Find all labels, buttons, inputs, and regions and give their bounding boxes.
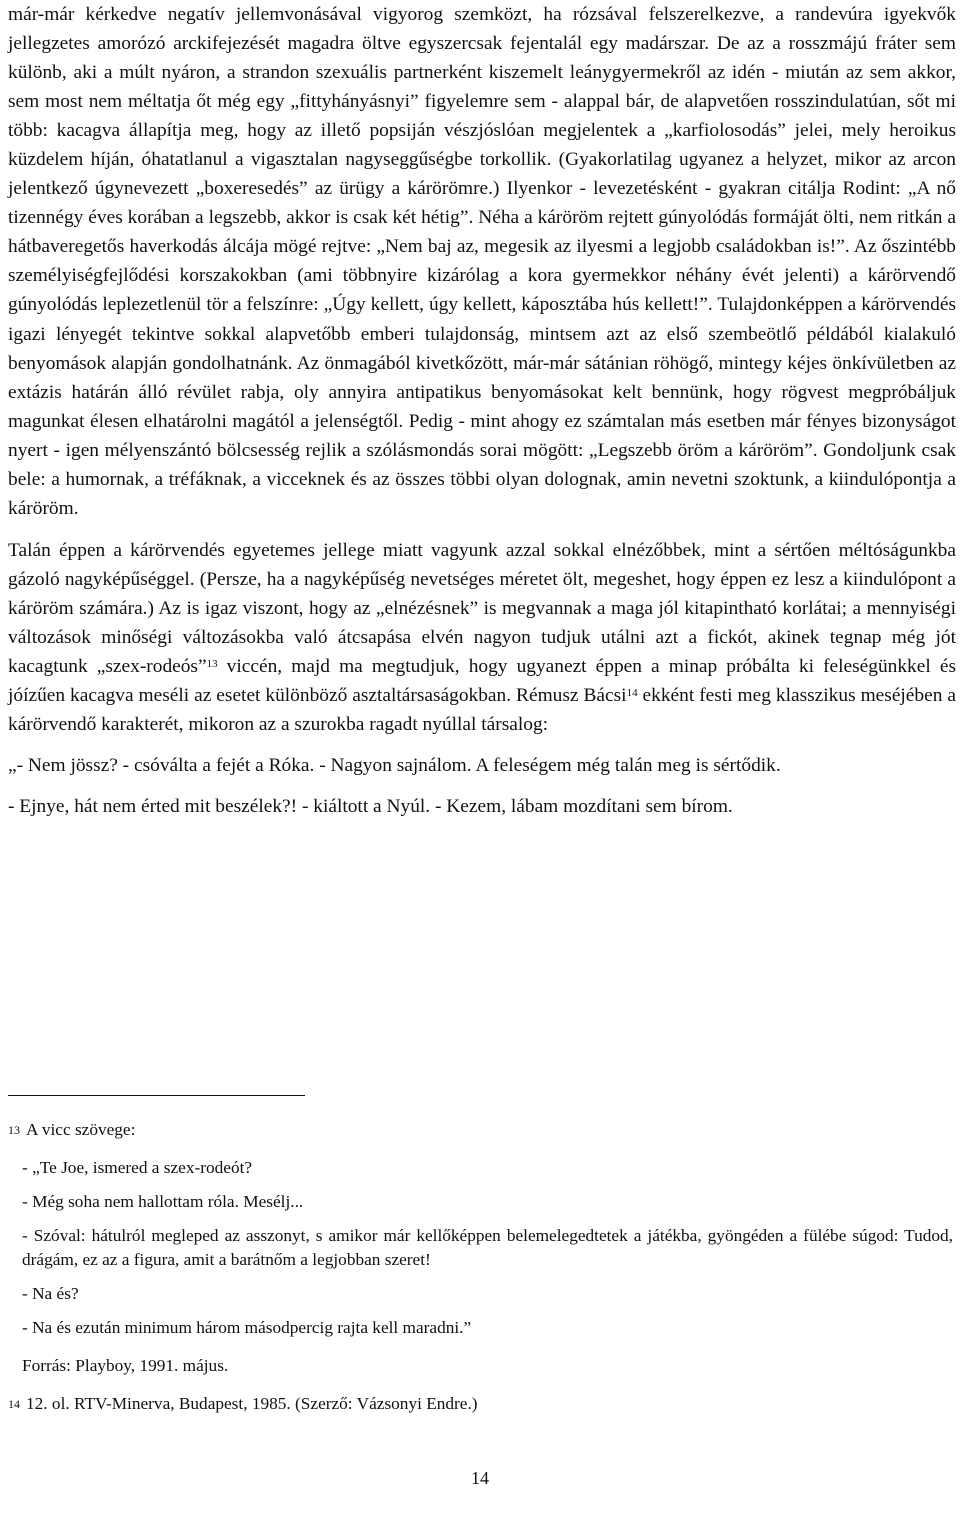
paragraph-2-text-b: viccén, majd ma megtudjuk, hogy ugyanezt éppen a minap próbálta ki feleségünkkel és jóízűen kacagva meséli az esetet különböző asztaltársaságokban. Rémusz Bácsi bbox=[8, 656, 956, 707]
footnote-13-title: A vicc szövege: bbox=[26, 1120, 136, 1139]
footnote-13-line-4: - Na és? bbox=[22, 1284, 79, 1303]
footnote-13-source: Forrás: Playboy, 1991. május. bbox=[22, 1356, 229, 1375]
paragraph-2-text-c: ekként festi meg klasszikus meséjében a kárörvendő karakterét, mikoron az a szurokba ragadt nyúllal társalog: bbox=[8, 685, 956, 736]
body-paragraph-1: már-már kérkedve negatív jellemvonásával vigyorog szemközt, ha rózsával felszerelkezve, a randevúra igyekvők jellegzetes amorózó arckifejezését magadra öltve egyszercsak fejentalál egy madárszar. De az a rosszmájú fráter sem különb, aki a múlt nyáron, a strandon szexuális partnerként kiszemelt leánygyermekről az idén - miután az sem akkor, sem most nem méltatja őt még egy „fittyhányásnyi” figyelemre sem - alappal bár, de alapvetően rosszindulatúan, sőt mi több: kacagva állapítja meg, hogy az illető popsiján vészjóslóan megjelentek a „karfiolosodás” jelei, mely heroikus küzdelem híján, óhatatlanul a vigasztalan nagyseggűségbe torkollik. (Gyakorlatilag ugyanez a helyzet, mikor az arcon jelentkező úgynevezett „boxeresedés” az ürügy a kárörömre.) Ilyenkor - levezetésként - gyakran citálja Rodint: „A nő tizennégy éves korában a legszebb, akkor is csak két hétig”. Néha a káröröm rejtett gúnyolódás formáját ölti, nem ritkán a hátbaveregetős haverkodás álcája mögé rejtve: „Nem baj az, megesik az ilyesmi a legjobb családokban is!”. Az őszintébb személyiségfejlődési korszakokban (ami többnyire kizárólag a kora gyermekkor néhány évét jelenti) a kárörvendő gúnyolódás leplezetlenül tör a felszínre: „Úgy kellett, úgy kellett, káposztába hús kellett!”. Tulajdonképpen a kárörvendés igazi lényegét tekintve sokkal alapvetőbb emberi tulajdonság, mintsem azt az első szembeötlő példából kialakuló benyomások alapján gondolhatnánk. Az önmagából kivetkőzött, már-már sátánian röhögő, mintegy kéjes önkívületben az extázis határán álló révület rabja, oly annyira antipatikus benyomásokat kelt bennünk, hogy rögvest megpróbáljuk magunkat élesen elhatárolni magától a jelenségtől. Pedig - mint ahogy ez számtalan más esetben már fényes bizonyságot nyert - igen mélyenszántó bölcsesség rejlik a szólásmondás sorai mögött: „Legszebb öröm a káröröm”. Gondoljunk csak bele: a humornak, a tréfáknak, a vicceknek és az összes többi olyan dolognak, amin nevetni szoktunk, a kiindulópontja a káröröm. bbox=[8, 4, 956, 519]
paragraph-2-text-a: Talán éppen a kárörvendés egyetemes jellege miatt vagyunk azzal sokkal elnézőbbek, mint a sértően méltóságunkba gázoló nagyképűséggel. (Persze, ha a nagyképűség nevetséges méretet ölt, megeshet, hogy éppen ez lesz a kiindulópont a káröröm számára.) Az is igaz viszont, hogy az „elnézésnek” is megvannak a maga jól kitapintható korlátai; a mennyiségi változások minőségi változásokba való átcsapása elvén nagyon tudjuk utálni azt a fickót, akinek tegnap még jót kacagtunk „szex-rodeós” bbox=[8, 539, 956, 678]
footnotes-section bbox=[8, 1118, 953, 1416]
footnote-13-line-3: - Szóval: hátulról megleped az asszonyt, s amikor már kellőképpen belemelegedtetek a játékba, gyöngéden a fülébe súgod: Tudod, drágám, ez az a figura, amit a barátnőm a legjobban szeret! bbox=[22, 1226, 953, 1269]
document-page bbox=[8, 0, 956, 821]
footnote-ref-13[interactable]: 13 bbox=[206, 658, 218, 671]
footnote-13-line-2: - Még soha nem hallottam róla. Mesélj... bbox=[22, 1192, 304, 1211]
body-paragraph-2 bbox=[8, 536, 956, 739]
footnote-divider bbox=[8, 1095, 305, 1096]
footnote-ref-14[interactable]: 14 bbox=[626, 687, 638, 700]
footnote-13-line-1: - „Te Joe, ismered a szex-rodeót? bbox=[22, 1158, 253, 1177]
footnote-14 bbox=[8, 1392, 953, 1416]
footnote-13-heading bbox=[8, 1118, 953, 1142]
dialogue-line-2: - Ejnye, hát nem érted mit beszélek?! - kiáltott a Nyúl. - Kezem, lábam mozdítani sem bírom. bbox=[8, 796, 733, 818]
footnote-13-marker: 13 bbox=[8, 1123, 20, 1137]
footnote-13-body bbox=[8, 1156, 953, 1378]
page-number: 14 bbox=[471, 1468, 489, 1488]
footnote-14-text: 12. ol. RTV-Minerva, Budapest, 1985. (Szerző: Vázsonyi Endre.) bbox=[26, 1394, 478, 1413]
footnote-14-marker: 14 bbox=[8, 1397, 20, 1411]
dialogue-line-1: „- Nem jössz? - csóválta a fejét a Róka. - Nagyon sajnálom. A feleségem még talán meg is sértődik. bbox=[8, 755, 781, 777]
footnote-13-line-5: - Na és ezután minimum három másodpercig rajta kell maradni.” bbox=[22, 1318, 472, 1337]
